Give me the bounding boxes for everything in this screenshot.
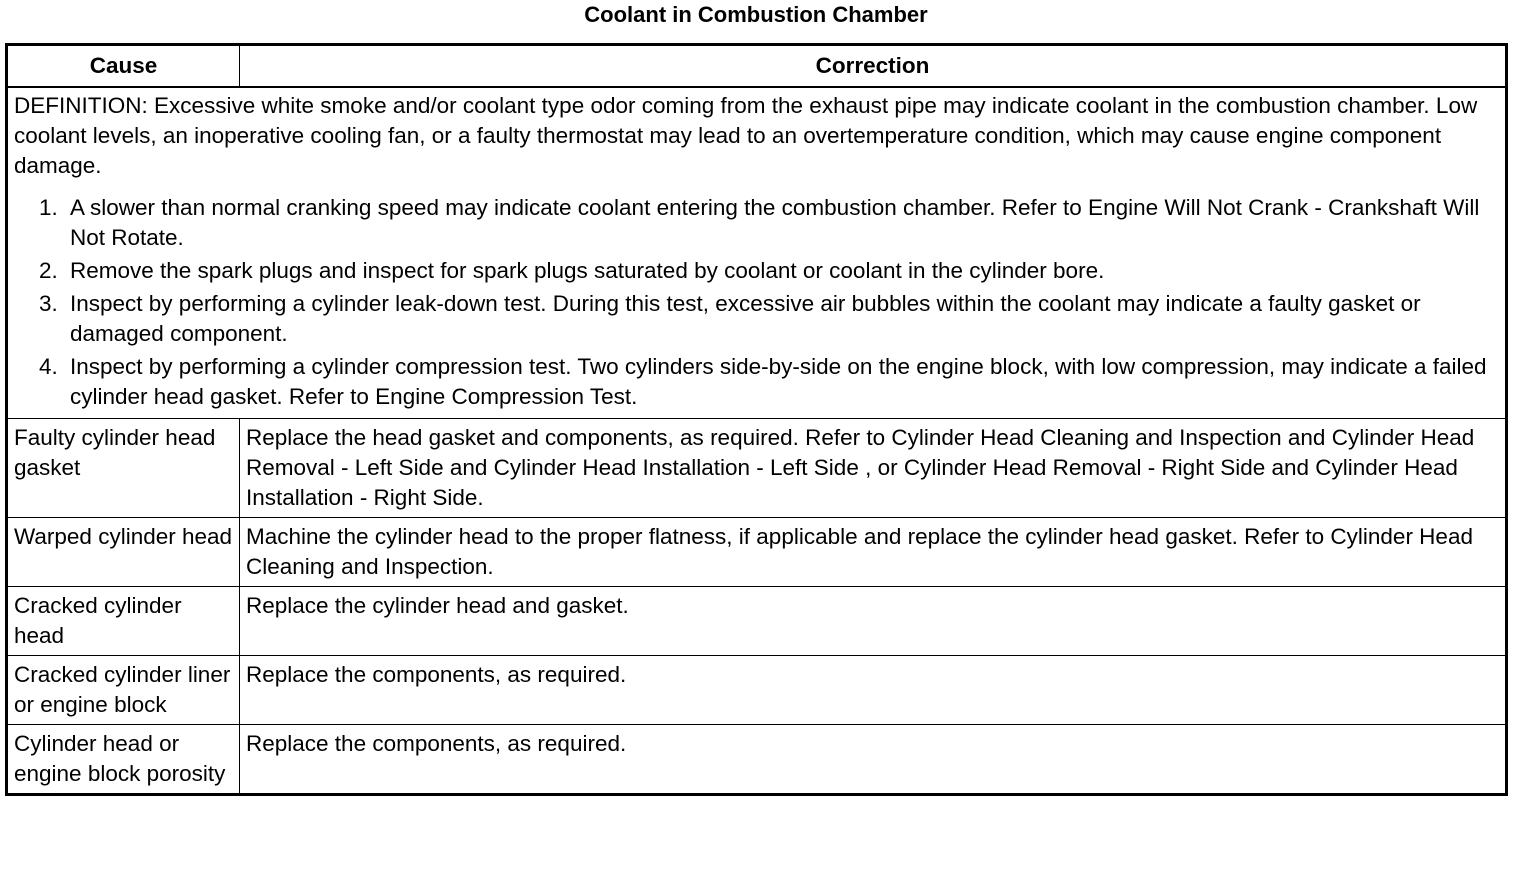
table-row [7,587,1507,656]
cause-cell: Faulty cylinder head gasket [7,419,240,518]
step-item: 4. Inspect by performing a cylinder compression test. Two cylinders side-by-side on the engine block, with low compression, may indicate a failed cylinder head gasket. Refer to Engine Compression Test. [64,352,1500,412]
cause-cell: Cylinder head or engine block porosity [7,725,240,795]
step-item: 2. Remove the spark plugs and inspect for spark plugs saturated by coolant or coolant in the cylinder bore. [64,256,1500,286]
diagnostic-table [5,43,1508,796]
steps-list [14,193,1500,412]
cause-cell: Cracked cylinder liner or engine block [7,656,240,725]
cause-column-header: Cause [7,45,240,88]
correction-cell: Replace the components, as required. [240,656,1507,725]
cause-cell: Cracked cylinder head [7,587,240,656]
correction-cell: Machine the cylinder head to the proper flatness, if applicable and replace the cylinder head gasket. Refer to Cylinder Head Cleaning and Inspection. [240,518,1507,587]
correction-cell: Replace the cylinder head and gasket. [240,587,1507,656]
header-row [7,45,1507,88]
step-item: 1. A slower than normal cranking speed may indicate coolant entering the combustion chamber. Refer to Engine Will Not Crank - Crankshaft Will Not Rotate. [64,193,1500,253]
table-row [7,518,1507,587]
correction-cell: Replace the components, as required. [240,725,1507,795]
definition-cell [7,87,1507,419]
definition-text: DEFINITION: Excessive white smoke and/or coolant type odor coming from the exhaust pipe may indicate coolant in the combustion chamber. Low coolant levels, an inoperative cooling fan, or a faulty thermostat may lead to an overtemperature condition, which may cause engine component damage. [14,93,1478,178]
page-title: Coolant in Combustion Chamber [584,2,928,27]
table-row [7,656,1507,725]
step-item: 3. Inspect by performing a cylinder leak-down test. During this test, excessive air bubbles within the coolant may indicate a faulty gasket or damaged component. [64,289,1500,349]
definition-row [7,87,1507,419]
correction-cell: Replace the head gasket and components, as required. Refer to Cylinder Head Cleaning and Inspection and Cylinder Head Removal - Left Side and Cylinder Head Installation - Left Side , or Cylinder Head Removal - Right Side and Cylinder Head Installation - Right Side. [240,419,1507,518]
correction-column-header: Correction [240,45,1507,88]
cause-cell: Warped cylinder head [7,518,240,587]
table-row [7,419,1507,518]
table-row [7,725,1507,795]
